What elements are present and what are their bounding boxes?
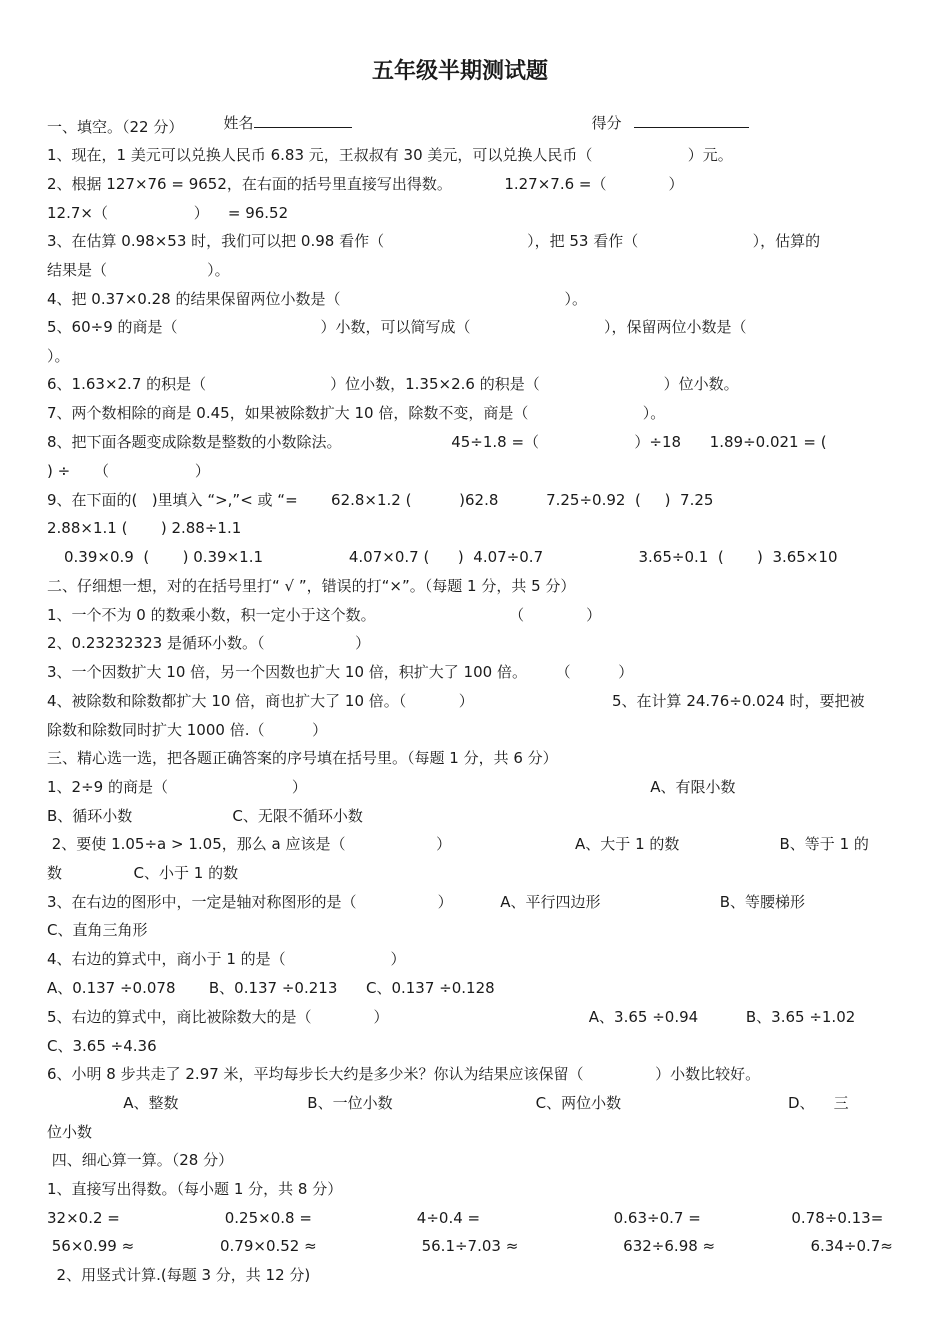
text-line: 32×0.2 = 0.25×0.8 = 4÷0.4 = 0.63÷0.7 = 0.78÷0.13= — [47, 1209, 884, 1227]
text-line: 2.88×1.1 ( ) 2.88÷1.1 — [47, 519, 242, 537]
name-blank — [254, 111, 352, 128]
text-line: 一、填空。（22 分） — [47, 118, 184, 136]
text-line: A、0.137 ÷0.078 B、0.137 ÷0.213 C、0.137 ÷0.128 — [47, 979, 495, 997]
text-line: 3、在右边的图形中，一定是轴对称图形的是（ ） A、平行四边形 B、等腰梯形 — [47, 893, 806, 911]
text-line: 2、根据 127×76 = 9652，在右面的括号里直接写出得数。 1.27×7.6 =（ ） — [47, 175, 684, 193]
text-line: 5、60÷9 的商是（ ）小数，可以简写成（ ），保留两位小数是（ — [47, 318, 747, 336]
text-line: ）。 — [47, 347, 70, 365]
text-line: 4、把 0.37×0.28 的结果保留两位小数是（ ）。 — [47, 290, 588, 308]
score-field — [582, 91, 749, 133]
text-line: 2、0.23232323 是循环小数。（ ） — [47, 634, 371, 652]
text-line: 数 C、小于 1 的数 — [47, 864, 239, 882]
text-line: 3、一个因数扩大 10 倍，另一个因数也扩大 10 倍，积扩大了 100 倍。 （ ） — [47, 663, 634, 681]
score-blank — [634, 111, 749, 128]
section-heading: 三、精心选一选，把各题正确答案的序号填在括号里。（每题 1 分，共 6 分） — [47, 749, 558, 767]
text-line: 1、直接写出得数。（每小题 1 分，共 8 分） — [47, 1180, 343, 1198]
text-line: 8、把下面各题变成除数是整数的小数除法。 45÷1.8 =（ ）÷18 1.89÷0.021 = ( — [47, 433, 827, 451]
text-line: 6、1.63×2.7 的积是（ ）位小数，1.35×2.6 的积是（ ）位小数。 — [47, 375, 739, 393]
text-line: 1、现在，1 美元可以兑换人民币 6.83 元，王叔叔有 30 美元，可以兑换人民币（ ）元。 — [47, 146, 733, 164]
text-line: 1、一个不为 0 的数乘小数，积一定小于这个数。 （ ） — [47, 606, 602, 624]
text-line: 6、小明 8 步共走了 2.97 米，平均每步长大约是多少米？你认为结果应该保留（ ）小数比较好。 — [47, 1065, 761, 1083]
score-label: 得分 — [591, 114, 622, 132]
text-line: 4、被除数和除数都扩大 10 倍，商也扩大了 10 倍。（ ） 5、在计算 24.76÷0.024 时，要把被 — [47, 692, 865, 710]
text-line: B、循环小数 C、无限不循环小数 — [47, 807, 363, 825]
text-line: 0.39×0.9 ( ) 0.39×1.1 4.07×0.7 ( ) 4.07÷0.7 3.65÷0.1 ( ) 3.65×10 — [64, 548, 838, 566]
text-line: 1、2÷9 的商是（ ） A、有限小数 — [47, 778, 736, 796]
section-heading: 四、细心算一算。（28 分） — [47, 1151, 234, 1169]
name-label: 姓名 — [223, 114, 254, 132]
page-title: 五年级半期测试题 — [372, 59, 549, 84]
text-line: 2、用竖式计算.(每题 3 分，共 12 分) — [47, 1266, 311, 1284]
text-line: 2、要使 1.05÷a > 1.05，那么 a 应该是（ ） A、大于 1 的数 B、等于 1 的 — [47, 835, 869, 853]
text-line: 位小数 — [47, 1123, 93, 1141]
text-line: 5、右边的算式中，商比被除数大的是（ ） A、3.65 ÷0.94 B、3.65 ÷1.02 — [47, 1008, 856, 1026]
text-line: 3、在估算 0.98×53 时，我们可以把 0.98 看作（ ），把 53 看作（ ），估算的 — [47, 232, 821, 250]
text-line: 除数和除数同时扩大 1000 倍.（ ） — [47, 721, 328, 739]
text-line: ) ÷ （ ） — [47, 462, 210, 480]
section-heading: 二、仔细想一想，对的在括号里打“ √ ”，错误的打“×”。（每题 1 分，共 5 分） — [47, 577, 576, 595]
text-line: C、3.65 ÷4.36 — [47, 1037, 157, 1055]
text-line: 12.7×（ ） = 96.52 — [47, 204, 289, 222]
text-line: 7、两个数相除的商是 0.45，如果被除数扩大 10 倍，除数不变，商是（ ）。 — [47, 404, 666, 422]
text-line: A、整数 B、一位小数 C、两位小数 D、 三 — [47, 1094, 849, 1112]
name-field — [214, 91, 352, 133]
text-line: 9、在下面的( )里填入 “>,”< 或 “= 62.8×1.2 ( )62.8 7.25÷0.92 ( ) 7.25 — [47, 491, 714, 509]
text-line: 结果是（ ）。 — [47, 261, 230, 279]
text-line: C、直角三角形 — [47, 921, 148, 939]
text-line: 4、右边的算式中，商小于 1 的是（ ） — [47, 950, 406, 968]
text-line: 56×0.99 ≈ 0.79×0.52 ≈ 56.1÷7.03 ≈ 632÷6.98 ≈ 6.34÷0.7≈ — [47, 1237, 893, 1255]
